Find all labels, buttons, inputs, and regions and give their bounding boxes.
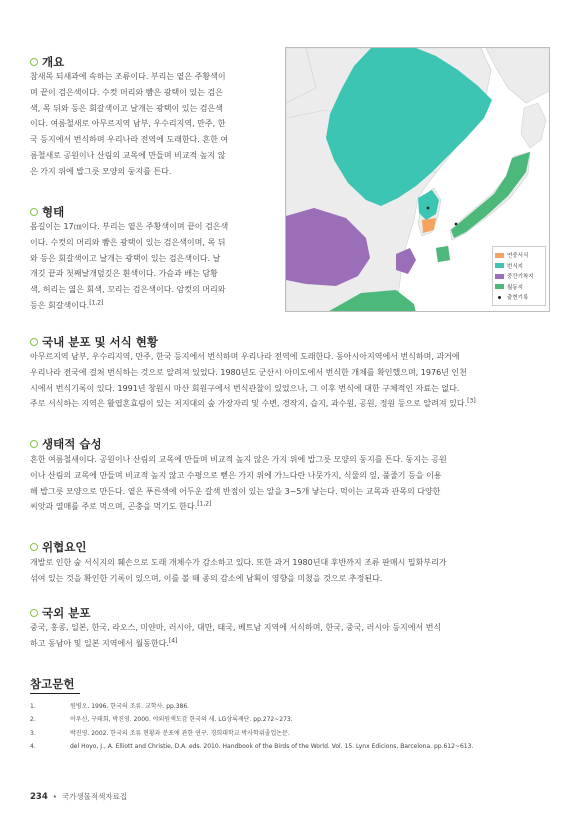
reference-item: 3. 박진영. 2002. 한국의 조류 현황과 분포에 관한 연구. 경희대학교 박사학위졸업논문. <box>30 729 290 737</box>
overseas-paragraph: 중국, 홍콩, 일본, 한국, 라오스, 미얀마, 러시아, 대만, 태국, 베트남 지역에 서식하며, 한국, 중국, 러시아 등지에서 번식 하고 동남아 및 일본 지역에서 월동한다.[4] <box>30 623 442 648</box>
citation-mark: [1,2] <box>89 299 104 307</box>
circle-bullet-icon <box>30 543 38 551</box>
circle-bullet-icon <box>30 609 38 617</box>
morphology-paragraph: 몸길이는 17㎝이다. 부리는 옅은 주황색이며 끝이 검은색 이다. 수컷의 머리와 뺨은 광택이 있는 검은색이며, 목 뒤 와 등은 회갈색이고 날개는 광택이 있는 검은색이다. 날 개깃 끝과 첫째날개덮깃은 흰색이다. 가슴과 배는 담황 색, 허리는 엷은 회색, 꼬리는 검은색이다. 암컷의 머리와 등은 회갈색이다.[1,2] <box>30 222 229 310</box>
reference-item: 1. 원병오. 1996. 한국의 조류. 교학사. pp.386. <box>30 703 190 710</box>
section-title-overseas: 국외 분포 <box>30 605 90 621</box>
legend-item: 출현기록 <box>495 292 543 303</box>
citation-mark: [3] <box>467 397 476 405</box>
circle-bullet-icon <box>30 338 38 346</box>
references-underline <box>30 693 80 694</box>
legend-swatch <box>495 284 504 289</box>
circle-bullet-icon <box>30 208 38 216</box>
threats-paragraph: 개발로 인한 숲 서식지의 훼손으로 도래 개체수가 감소하고 있다. 또한 과거 1980년대 후반까지 조류 판매시 밀화부리가 섞여 있는 것을 확인한 기록이 있으며, 이를 볼 때 종의 감소에 남획이 영향을 미쳤을 것으로 추정된다. <box>30 558 447 583</box>
ecology-paragraph: 흔한 여름철새이다. 공원이나 산림의 교목에 만들며 비교적 높지 않은 가지 위에 밥그릇 모양의 둥지를 튼다. 둥지는 공원 이나 산림의 교목에 만들며 비교적 높지 않고 수평으로 뻗은 가지 위에 가느다란 나뭇가지, 식물의 잎, 풀줄기 등을 이용 해 밥그릇 모양으로 만든다. 옅은 푸른색에 어두운 갈색 반점이 있는 알을 3~5개 낳는다. 먹이는 교목과 관목의 다양한 씨앗과 열매를 주로 먹으며, 곤충을 먹기도 한다.[1,2] <box>30 455 447 512</box>
section-title-morphology: 형태 <box>30 204 64 220</box>
legend-item: 중간기착지 <box>495 271 543 282</box>
section-title-ecology: 생태적 습성 <box>30 436 102 452</box>
overview-paragraph: 참새목 되새과에 속하는 조류이다. 부리는 옅은 주황색이 며 끝이 검은색이다. 수컷 머리와 뺨은 광택이 있는 검은 색, 목 뒤와 등은 회갈색이고 날개는 광택이 있는 검은색 이다. 여름철새로 아무르지역 남부, 우수리지역, 만주, 한 국 등지에서 번식하며 우리나라 전역에 도래한다. 흔한 여 름철새로 공원이나 산림의 교목에 만들며 비교적 높지 않 은 가지 위에 밥그릇 모양의 둥지를 튼다. <box>30 72 229 176</box>
circle-bullet-icon <box>30 440 38 448</box>
footer-label: 국가생물적색자료집 <box>61 792 128 801</box>
legend-item: 월동지 <box>495 282 543 293</box>
legend-swatch <box>495 263 504 268</box>
footer-separator: • <box>52 792 57 801</box>
record-dot-icon <box>498 296 501 299</box>
references-title: 참고문헌 <box>30 677 75 691</box>
circle-bullet-icon <box>30 58 38 66</box>
citation-mark: [1,2] <box>197 500 212 508</box>
distribution-paragraph: 아무르지역 남부, 우수리지역, 만주, 한국 등지에서 번식하며 우리나라 전역에 도래한다. 동아시아지역에서 번식하며, 과거에 우리나라 전국에 걸쳐 번식하는 것으로 알려져 있었다. 1980년도 군산시 아미도에서 번식한 개체를 확인했으며, 1976년 인천 시에서 번식기록이 있다. 1991년 창원시 마산 회원구에서 번식관찰이 있었으나, 그 이후 번식에 대한 구체적인 자료는 없다. 주로 서식하는 지역은 활엽혼효림이 있는 저지대의 숲 가장자리 및 수변, 경작지, 습지, 과수원, 공원, 정원 등으로 알려져 있다.[3] <box>30 352 476 409</box>
distribution-map <box>285 47 550 312</box>
legend-item: 연중서식 <box>495 250 543 261</box>
page-footer <box>30 791 127 802</box>
section-title-distribution: 국내 분포 및 서식 현황 <box>30 334 158 350</box>
reference-item: 4. del Hoyo, J., A. Elliott and Christie, D.A. eds. 2010. Handbook of the Birds of the World. Vol. 15. Lynx Edicions, Barcelona. pp.612~613. <box>30 742 474 750</box>
section-title-threats: 위협요인 <box>30 539 86 555</box>
legend-swatch <box>495 253 504 258</box>
legend-swatch <box>495 274 504 279</box>
map-legend <box>492 246 546 306</box>
reference-item: 2. 이우신, 구태회, 박진영. 2000. 야외원색도감 한국의 새. LG상록재단. pp.272~273. <box>30 716 293 724</box>
citation-mark: [4] <box>168 637 178 645</box>
reference-list <box>30 700 550 753</box>
section-title-overview: 개요 <box>30 54 64 70</box>
page-number: 234 <box>30 791 48 802</box>
legend-item: 번식지 <box>495 261 543 272</box>
